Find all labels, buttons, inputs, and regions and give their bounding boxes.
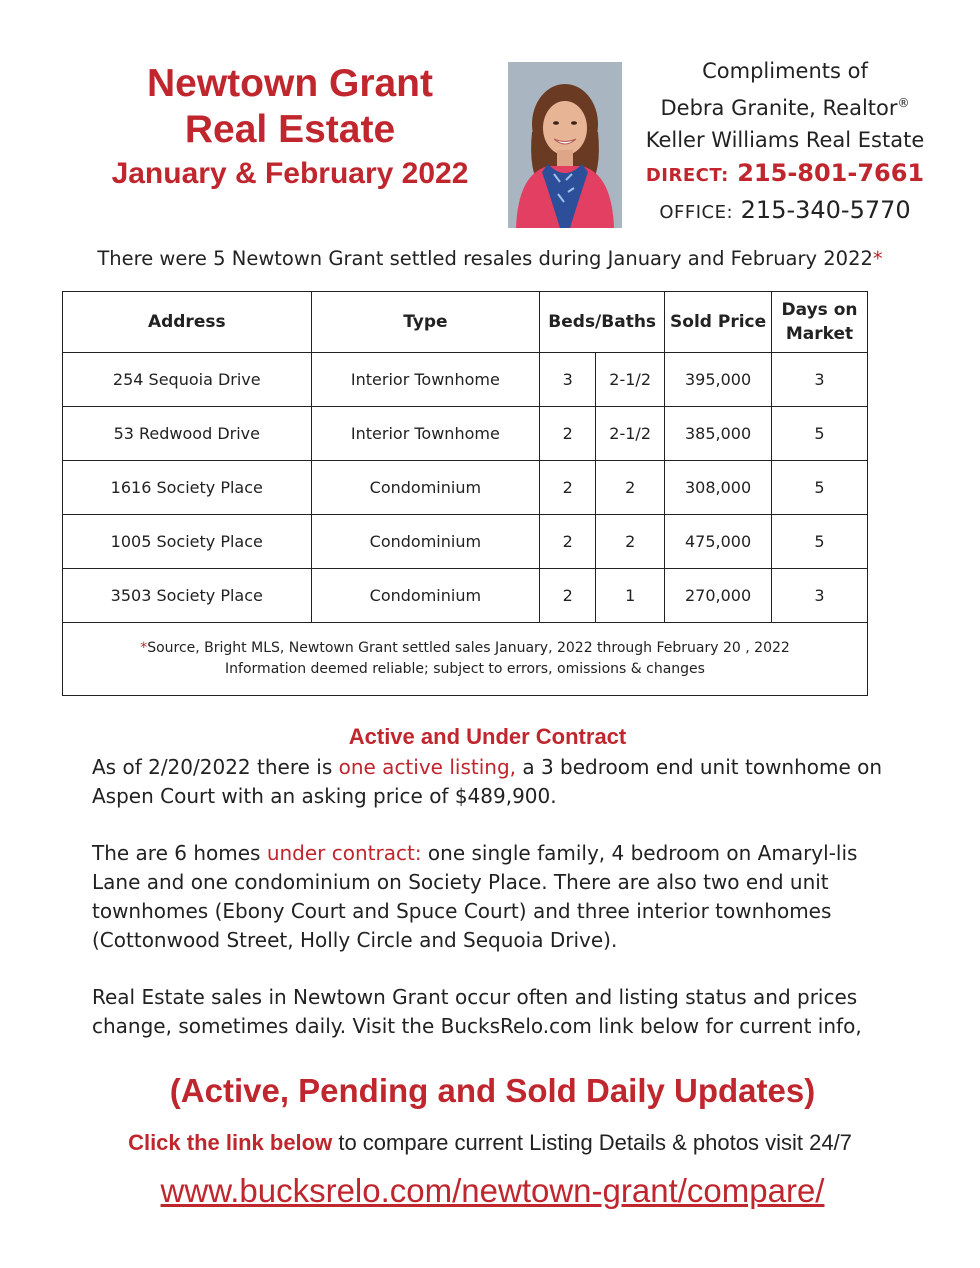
- active-listing-paragraph: [92, 753, 892, 811]
- click-instruction-bold: Click the link below: [128, 1130, 333, 1155]
- direct-phone-number[interactable]: 215-801-7661: [737, 159, 925, 187]
- compare-link[interactable]: www.bucksrelo.com/newtown-grant/compare/: [160, 1172, 825, 1209]
- col-header-address: Address: [63, 292, 312, 353]
- col-header-beds-baths: Beds/Baths: [540, 292, 665, 353]
- table-row: [63, 407, 868, 461]
- cell-beds: 2: [540, 461, 596, 515]
- p1-highlight: one active listing,: [338, 755, 516, 779]
- agent-photo: [508, 62, 622, 228]
- agent-portrait-graphic: [508, 62, 622, 228]
- active-section-heading: Active and Under Contract: [348, 724, 627, 749]
- page-title-line1: Newtown Grant: [146, 62, 433, 105]
- cell-price: 385,000: [665, 407, 772, 461]
- col-header-days-line1: Days on: [781, 300, 858, 320]
- table-source-note: [63, 623, 868, 696]
- source-note-line1: [64, 638, 866, 659]
- agent-name: Debra Granite, Realtor: [660, 96, 898, 120]
- agent-name-line: [630, 87, 940, 124]
- direct-phone-line: [630, 156, 940, 193]
- compliments-line: Compliments of: [702, 59, 868, 83]
- cell-type: Condominium: [311, 461, 540, 515]
- col-header-days-line2: Market: [785, 324, 854, 344]
- intro-text: There were 5 Newtown Grant settled resales during January and February 2022: [97, 247, 873, 270]
- daily-updates-heading: (Active, Pending and Sold Daily Updates): [169, 1072, 816, 1109]
- cell-baths: 1: [596, 569, 665, 623]
- direct-phone-label: DIRECT:: [645, 165, 729, 186]
- cell-price: 270,000: [665, 569, 772, 623]
- col-header-sold-price: Sold Price: [665, 292, 772, 353]
- p2-text-before: The are 6 homes: [92, 841, 267, 865]
- table-row: [63, 569, 868, 623]
- intro-sentence: [40, 247, 940, 270]
- click-instruction-rest: to compare current Listing Details & photos visit 24/7: [332, 1130, 852, 1155]
- table-note-row: [63, 623, 868, 696]
- table-row: [63, 461, 868, 515]
- cell-beds: 2: [540, 569, 596, 623]
- cell-beds: 2: [540, 515, 596, 569]
- col-header-type: Type: [311, 292, 540, 353]
- office-phone-line: [630, 193, 940, 230]
- page-title-block: [80, 62, 500, 194]
- p1-text-after: a 3 bedroom end unit townhome on Aspen Court with an asking price of $489,900.: [92, 755, 883, 808]
- cell-price: 308,000: [665, 461, 772, 515]
- cell-days: 3: [772, 569, 868, 623]
- page-title-line2: Real Estate: [184, 108, 396, 151]
- sales-info-paragraph: Real Estate sales in Newtown Grant occur often and listing status and prices change, sometimes daily. Visit the BucksRelo.com link below for current info,: [92, 985, 862, 1038]
- cell-baths: 2: [596, 515, 665, 569]
- table-header-row: [63, 292, 868, 353]
- table-row: [63, 353, 868, 407]
- cell-days: 5: [772, 407, 868, 461]
- cell-days: 5: [772, 461, 868, 515]
- cell-type: Interior Townhome: [311, 407, 540, 461]
- cell-days: 5: [772, 515, 868, 569]
- cell-baths: 2-1/2: [596, 407, 665, 461]
- cell-beds: 3: [540, 353, 596, 407]
- cell-baths: 2-1/2: [596, 353, 665, 407]
- source-note-text: Source, Bright MLS, Newtown Grant settled sales January, 2022 through February 20 , 2022: [147, 640, 790, 656]
- cell-baths: 2: [596, 461, 665, 515]
- p2-highlight: under contract:: [266, 841, 422, 865]
- table-row: [63, 515, 868, 569]
- intro-asterisk: *: [872, 247, 883, 270]
- registered-mark: ®: [897, 96, 910, 110]
- cell-beds: 2: [540, 407, 596, 461]
- page-subtitle: January & February 2022: [111, 157, 469, 190]
- cell-days: 3: [772, 353, 868, 407]
- cell-address: 3503 Society Place: [63, 569, 312, 623]
- cell-address: 254 Sequoia Drive: [63, 353, 312, 407]
- office-phone-number[interactable]: 215-340-5770: [740, 196, 911, 224]
- under-contract-paragraph: [92, 839, 892, 955]
- cell-type: Condominium: [311, 515, 540, 569]
- cell-price: 475,000: [665, 515, 772, 569]
- contact-block: [630, 55, 940, 230]
- click-instruction-line: [20, 1130, 960, 1156]
- cell-address: 1616 Society Place: [63, 461, 312, 515]
- brokerage-name: Keller Williams Real Estate: [645, 128, 925, 152]
- sales-table: [62, 291, 868, 696]
- cell-type: Interior Townhome: [311, 353, 540, 407]
- p2-text-after: one single family, 4 bedroom on Amaryl-lis Lane and one condominium on Society Place. There are also two end unit townhomes (Ebony Court and Spuce Court) and three interior townhomes (Cottonwood Street, Holly Circle and Sequoia Drive).: [92, 841, 858, 952]
- cell-address: 53 Redwood Drive: [63, 407, 312, 461]
- cell-price: 395,000: [665, 353, 772, 407]
- cell-type: Condominium: [311, 569, 540, 623]
- col-header-days-on-market: [772, 292, 868, 353]
- cell-address: 1005 Society Place: [63, 515, 312, 569]
- office-phone-label: OFFICE:: [659, 202, 734, 223]
- source-note-asterisk: *: [140, 640, 148, 656]
- source-note-line2: Information deemed reliable; subject to errors, omissions & changes: [225, 661, 705, 677]
- p1-text-before: As of 2/20/2022 there is: [92, 755, 339, 779]
